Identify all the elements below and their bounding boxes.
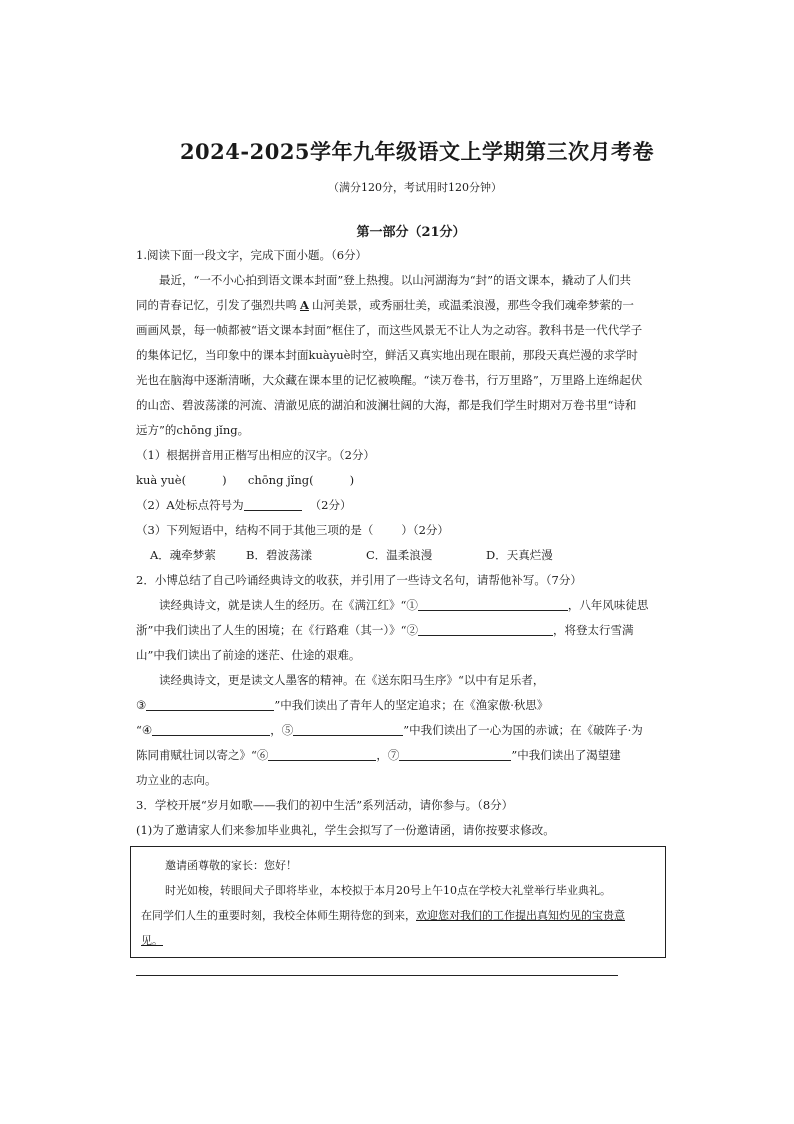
q2-line: ③ ”中我们读出了青年人的坚定追求；在《渔家傲·秋思》: [136, 698, 549, 712]
poem-blank-6[interactable]: [268, 746, 376, 761]
q2-line: 山”中我们读出了前途的迷茫、仕途的艰难。: [136, 648, 361, 662]
q2-line: “④ ，⑤ ”中我们读出了一心为国的赤诚；在《破阵子·为: [136, 723, 643, 737]
invitation-letter-box: [130, 846, 666, 958]
underlined-sentence-end: 见。: [141, 934, 163, 947]
q1-pinyin-answers: kuà yuè( ) chōng jǐng( ): [136, 473, 355, 487]
q1-passage-line: 光也在脑海中逐渐清晰，大众藏在课本里的记忆被唤醒。“读万卷书，行万里路”，万里路上连绵起伏: [136, 373, 643, 387]
q1-passage-line: 的集体记忆，当印象中的课本封面kuàyuè时空，鲜活又真实地出现在眼前，那段天真烂漫的求学时: [136, 348, 638, 362]
q3-sub1: (1)为了邀请家人们来参加毕业典礼，学生会拟写了一份邀请函，请你按要求修改。: [136, 823, 555, 837]
poem-blank-1[interactable]: [418, 596, 568, 611]
poem-blank-7[interactable]: [399, 746, 511, 761]
q2-line: 读经典诗文，更是读文人墨客的精神。在《送东阳马生序》“以中有足乐者，: [159, 673, 545, 687]
exam-content: [136, 243, 670, 843]
part-heading: 第一部分（21分）: [356, 225, 466, 240]
q1-passage-line: 远方”的chōng jǐng。: [136, 423, 250, 437]
punctuation-answer-blank[interactable]: [244, 496, 302, 511]
q1-stem: 1.阅读下面一段文字，完成下面小题。（6分）: [136, 248, 368, 262]
q1-sub1: （1）根据拼音用正楷写出相应的汉字。（2分）: [136, 448, 375, 462]
exam-title: 2024-2025学年九年级语文上学期第三次月考卷: [179, 139, 655, 164]
q2-line: 浙”中我们读出了人生的困境；在《行路难（其一）》“② ，将登太行雪满: [136, 623, 634, 637]
q2-stem: 2．小博总结了自己吟诵经典诗文的收获，并引用了一些诗文名句，请帮他补写。（7分）: [136, 573, 582, 587]
option-c: C．温柔浪漫: [366, 548, 433, 562]
punctuation-mark-a: A: [300, 298, 309, 312]
option-a: A．魂牵梦萦: [150, 548, 216, 562]
q1-passage-line: 同的青春记忆，引发了强烈共鸣 A 山河美景，或秀丽壮美，或温柔浪漫，那些令我们魂牵梦萦的一: [136, 298, 634, 312]
letter-line: [141, 928, 655, 953]
poem-blank-2[interactable]: [418, 621, 553, 636]
exam-subtitle: （满分120分，考试用时120分钟）: [328, 181, 502, 194]
answer-writing-line[interactable]: [136, 975, 618, 976]
q2-line: 读经典诗文，就是读人生的经历。在《满江红》“① ，八年风味徒思: [159, 598, 649, 612]
q1-options: [136, 543, 670, 568]
q2-line: 功立业的志向。: [136, 773, 217, 787]
option-d: D．天真烂漫: [486, 548, 553, 562]
option-b: B．碧波荡漾: [246, 548, 312, 562]
q1-passage-line: 的山峦、碧波荡漾的河流、清澈见底的湖泊和波澜壮阔的大海，都是我们学生时期对万卷书里“诗和: [136, 398, 637, 412]
q1-sub3: （3）下列短语中，结构不同于其他三项的是（ ）（2分）: [136, 523, 449, 537]
q1-sub2: （2）A处标点符号为 （2分）: [136, 498, 352, 512]
q1-passage-line: 最近，“一不小心拍到语文课本封面”登上热搜。以山河湖海为“封”的语文课本，撬动了人们共: [159, 273, 632, 287]
q3-stem: 3．学校开展“岁月如歌——我们的初中生活”系列活动，请你参与。（8分）: [136, 798, 514, 812]
poem-blank-4[interactable]: [152, 721, 270, 736]
letter-line: 在同学们人生的重要时刻，我校全体师生期待您的到来，欢迎您对我们的工作提出真知灼见的宝贵意: [141, 909, 625, 922]
letter-line: 时光如梭，转眼间犬子即将毕业，本校拟于本月20号上午10点在学校大礼堂举行毕业典礼。: [165, 884, 611, 897]
q1-passage-line: 画画风景，每一帧都被“语文课本封面”框住了，而这些风景无不让人为之动容。教科书是一代代学子: [136, 323, 643, 337]
letter-greeting: 邀请函尊敬的家长：您好！: [165, 859, 297, 872]
poem-blank-3[interactable]: [146, 696, 274, 711]
q2-line: 陈同甫赋壮词以寄之》“⑥ ，⑦ ”中我们读出了渴望建: [136, 748, 621, 762]
poem-blank-5[interactable]: [293, 721, 403, 736]
underlined-sentence: 欢迎您对我们的工作提出真知灼见的宝贵意: [416, 909, 625, 922]
